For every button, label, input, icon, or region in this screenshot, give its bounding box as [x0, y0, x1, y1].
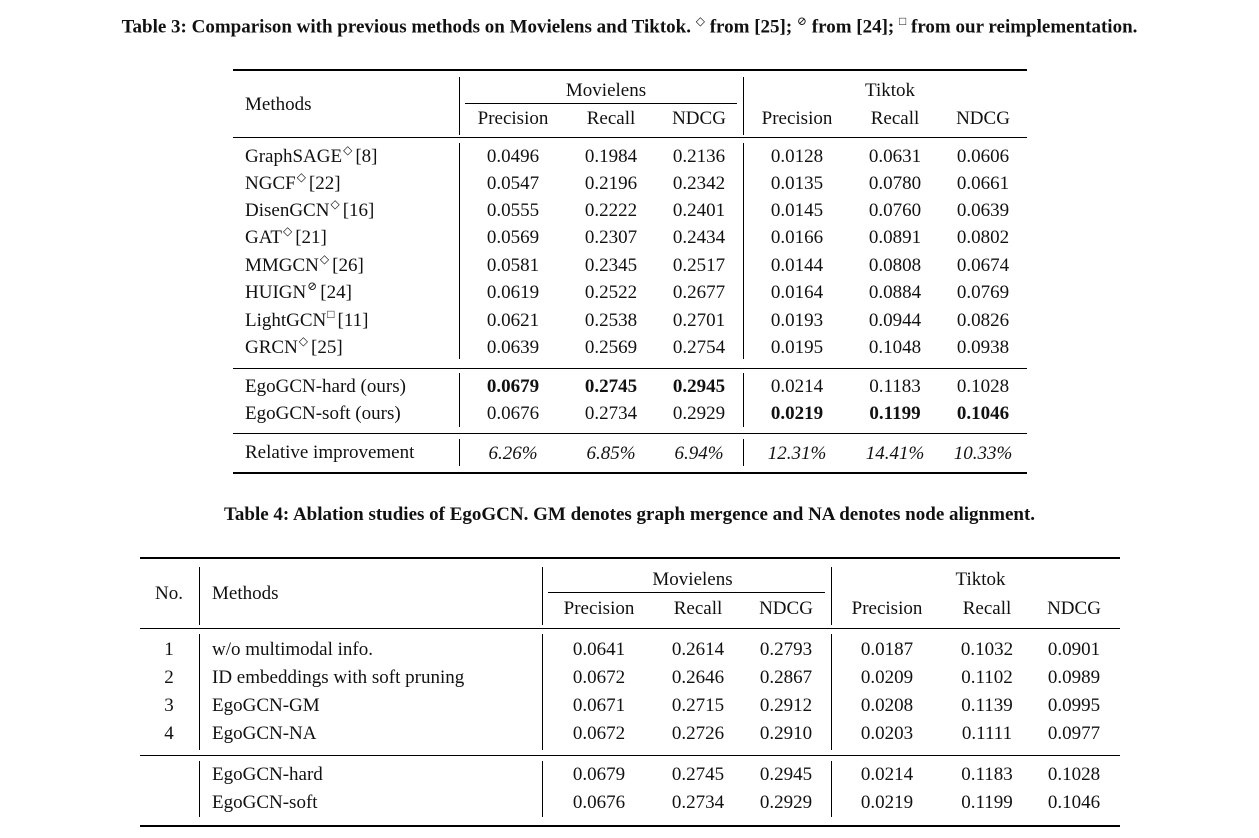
column-divider [743, 373, 744, 427]
group-header-movielens: Movielens [652, 569, 733, 590]
table-cell: 0.2929 [672, 403, 726, 424]
table-cell: 0.2434 [672, 227, 726, 248]
column-header: NDCG [759, 598, 813, 619]
column-divider [542, 567, 543, 625]
column-header: Recall [962, 598, 1012, 619]
table-cell: 0.1028 [956, 376, 1010, 397]
table-cell: 0.0938 [956, 337, 1010, 358]
table-cell: 0.2745 [671, 764, 725, 785]
table-cell: 0.1046 [956, 403, 1010, 424]
method-name [245, 334, 343, 358]
column-header: Precision [477, 108, 549, 129]
table-cell: 0.0995 [1047, 695, 1101, 716]
table-cell: 0.1032 [960, 639, 1014, 660]
table-cell: 0.0135 [770, 173, 824, 194]
method-name [245, 170, 341, 194]
improvement-cell: 6.94% [674, 443, 724, 464]
table-cell: 0.0219 [860, 792, 914, 813]
method-name: EgoGCN-GM [212, 695, 320, 716]
table-cell: 0.0606 [956, 146, 1010, 167]
table-cell: 0.2734 [584, 403, 638, 424]
table-cell: 0.2196 [584, 173, 638, 194]
diamond-symbol: ◇ [282, 224, 293, 238]
no-header: No. [155, 583, 183, 604]
table-cell: 0.2701 [672, 310, 726, 331]
table-cell: 0.0581 [486, 255, 540, 276]
column-header: Precision [851, 598, 923, 619]
table-cell: 0.2945 [759, 764, 813, 785]
table-cell: 0.0209 [860, 667, 914, 688]
table-cell: 0.0164 [770, 282, 824, 303]
method-name [245, 252, 364, 276]
table-cell: 0.1102 [961, 667, 1013, 688]
table-cell: 0.0977 [1047, 723, 1101, 744]
method-name [245, 279, 352, 303]
citation: [24] [320, 282, 352, 303]
group-rule [465, 103, 737, 104]
table-cell: 0.0672 [572, 667, 626, 688]
table-cell: 0.0679 [572, 764, 626, 785]
improvement-cell: 6.85% [586, 443, 636, 464]
table-cell: 0.0569 [486, 227, 540, 248]
method-name [245, 307, 369, 331]
table-cell: 0.2677 [672, 282, 726, 303]
slashed-circle-symbol: ⊘ [796, 14, 808, 28]
column-divider [459, 77, 460, 135]
method-name: EgoGCN-NA [212, 723, 317, 744]
table-cell: 0.2401 [672, 200, 726, 221]
method-label: MMGCN [245, 255, 319, 276]
header-rule [233, 137, 1027, 138]
table-cell: 0.1048 [868, 337, 922, 358]
row-number: 2 [164, 667, 174, 688]
table3 [233, 69, 1027, 474]
table3-caption [0, 14, 1259, 38]
table-cell: 0.0679 [486, 376, 540, 397]
table-cell: 0.0555 [486, 200, 540, 221]
table-cell: 0.2912 [759, 695, 813, 716]
table-cell: 0.0676 [486, 403, 540, 424]
table-cell: 0.0944 [868, 310, 922, 331]
column-divider [743, 143, 744, 359]
table-cell: 0.2646 [671, 667, 725, 688]
column-header: NDCG [672, 108, 726, 129]
column-divider [199, 567, 200, 625]
square-symbol: □ [899, 14, 907, 28]
table-cell: 0.0802 [956, 227, 1010, 248]
table-cell: 0.0128 [770, 146, 824, 167]
table-cell: 0.0639 [956, 200, 1010, 221]
table-cell: 0.2793 [759, 639, 813, 660]
citation: [8] [355, 146, 378, 167]
row-number: 3 [164, 695, 174, 716]
table-cell: 0.1183 [961, 764, 1013, 785]
table-cell: 0.0901 [1047, 639, 1101, 660]
table-cell: 0.2569 [584, 337, 638, 358]
table-cell: 0.0676 [572, 792, 626, 813]
diamond-symbol: ◇ [330, 197, 340, 211]
column-divider [743, 77, 744, 135]
table-cell: 0.0166 [770, 227, 824, 248]
column-divider [459, 439, 460, 466]
column-header: Recall [673, 598, 723, 619]
column-divider [459, 373, 460, 427]
table4 [140, 557, 1120, 827]
column-header: Precision [761, 108, 833, 129]
column-header: NDCG [956, 108, 1010, 129]
table-cell: 0.2726 [671, 723, 725, 744]
table-cell: 0.0989 [1047, 667, 1101, 688]
section-rule [233, 433, 1027, 434]
table-cell: 0.0195 [770, 337, 824, 358]
improvement-cell: 10.33% [953, 443, 1013, 464]
caption-text: Table 3: Comparison with previous methods on Movielens and Tiktok. [121, 16, 691, 38]
column-divider [831, 634, 832, 750]
section-rule [233, 368, 1027, 369]
table-cell: 0.2867 [759, 667, 813, 688]
method-label: GAT [245, 227, 282, 248]
method-name [245, 197, 375, 221]
table-cell: 0.0208 [860, 695, 914, 716]
table-cell: 0.1199 [869, 403, 921, 424]
diamond-symbol: ◇ [298, 334, 309, 348]
diamond-symbol: ◇ [343, 143, 353, 157]
table-cell: 0.0671 [572, 695, 626, 716]
method-name: EgoGCN-hard [212, 764, 323, 785]
column-header: NDCG [1047, 598, 1101, 619]
column-header: Recall [870, 108, 920, 129]
table-cell: 0.0144 [770, 255, 824, 276]
citation: [26] [332, 255, 364, 276]
table-cell: 0.0672 [572, 723, 626, 744]
slashed-circle-symbol: ⊘ [307, 279, 318, 293]
method-label: DisenGCN [245, 200, 330, 221]
table-cell: 0.0214 [860, 764, 914, 785]
column-divider [542, 634, 543, 750]
table-cell: 0.0621 [486, 310, 540, 331]
table-cell: 0.2734 [671, 792, 725, 813]
table-cell: 0.0780 [868, 173, 922, 194]
table-cell: 0.1111 [961, 723, 1013, 744]
methods-header: Methods [212, 583, 279, 604]
method-label: LightGCN [245, 310, 327, 331]
table-cell: 0.0769 [956, 282, 1010, 303]
table-cell: 0.0639 [486, 337, 540, 358]
citation: [16] [342, 200, 375, 221]
citation: [22] [308, 173, 341, 194]
table-cell: 0.1139 [961, 695, 1013, 716]
row-number: 4 [164, 723, 174, 744]
citation: [21] [295, 227, 327, 248]
table-cell: 0.0187 [860, 639, 914, 660]
table-cell: 0.0203 [860, 723, 914, 744]
table-cell: 0.0631 [868, 146, 922, 167]
table-cell: 0.0641 [572, 639, 626, 660]
table4-caption: Table 4: Ablation studies of EgoGCN. GM denotes graph mergence and NA denotes node alignment. [223, 504, 1036, 525]
table-cell: 0.2136 [672, 146, 726, 167]
table-cell: 0.1028 [1047, 764, 1101, 785]
table-cell: 0.0891 [868, 227, 922, 248]
table-cell: 0.0214 [770, 376, 824, 397]
table-cell: 0.0808 [868, 255, 922, 276]
caption-source-2: from [24]; [811, 16, 895, 38]
column-header: Precision [563, 598, 635, 619]
method-label: GRCN [245, 337, 298, 358]
table-cell: 0.0760 [868, 200, 922, 221]
method-name: EgoGCN-hard (ours) [245, 376, 406, 397]
column-header: Recall [586, 108, 636, 129]
table-cell: 0.0496 [486, 146, 540, 167]
improvement-cell: 12.31% [767, 443, 827, 464]
improvement-cell: 6.26% [488, 443, 538, 464]
table-cell: 0.1199 [961, 792, 1013, 813]
table-cell: 0.0193 [770, 310, 824, 331]
table-cell: 0.2222 [584, 200, 638, 221]
square-symbol: □ [327, 307, 335, 321]
table-cell: 0.2345 [584, 255, 638, 276]
column-divider [199, 634, 200, 750]
method-label: HUIGN [245, 282, 307, 303]
method-label: NGCF [245, 173, 296, 194]
method-name: EgoGCN-soft [212, 792, 318, 813]
table-cell: 0.0547 [486, 173, 540, 194]
column-divider [542, 761, 543, 817]
table-cell: 0.2715 [671, 695, 725, 716]
table-cell: 0.0884 [868, 282, 922, 303]
column-divider [199, 761, 200, 817]
table-cell: 0.2307 [584, 227, 638, 248]
table-cell: 0.1183 [869, 376, 921, 397]
table-cell: 0.2929 [759, 792, 813, 813]
diamond-symbol: ◇ [695, 14, 705, 28]
citation: [25] [311, 337, 343, 358]
citation: [11] [337, 310, 369, 331]
improvement-cell: 14.41% [865, 443, 925, 464]
column-divider [743, 439, 744, 466]
table-cell: 0.2538 [584, 310, 638, 331]
group-header-tiktok: Tiktok [955, 569, 1006, 590]
method-name: EgoGCN-soft (ours) [245, 403, 401, 424]
table-cell: 0.2745 [584, 376, 638, 397]
table-cell: 0.2522 [584, 282, 638, 303]
table-cell: 0.0219 [770, 403, 824, 424]
row-number: 1 [164, 639, 174, 660]
group-header-movielens: Movielens [565, 80, 647, 101]
method-name: w/o multimodal info. [212, 639, 373, 660]
table-cell: 0.2614 [671, 639, 725, 660]
table-cell: 0.2910 [759, 723, 813, 744]
column-divider [831, 761, 832, 817]
method-label: GraphSAGE [245, 146, 343, 167]
table-cell: 0.1046 [1047, 792, 1101, 813]
group-rule [548, 592, 825, 593]
diamond-symbol: ◇ [319, 252, 330, 266]
table-cell: 0.0674 [956, 255, 1010, 276]
table-cell: 0.0661 [956, 173, 1010, 194]
method-name [245, 224, 327, 248]
improvement-label: Relative improvement [245, 442, 415, 463]
method-name: ID embeddings with soft pruning [212, 667, 465, 688]
table-cell: 0.0619 [486, 282, 540, 303]
table-cell: 0.0145 [770, 200, 824, 221]
methods-header: Methods [245, 94, 312, 115]
table-cell: 0.2517 [672, 255, 726, 276]
table-cell: 0.2342 [672, 173, 726, 194]
caption-source-1: from [25]; [709, 16, 793, 38]
group-header-tiktok: Tiktok [865, 80, 915, 101]
header-rule [140, 628, 1120, 629]
table-cell: 0.2945 [672, 376, 726, 397]
column-divider [459, 143, 460, 359]
section-rule [140, 755, 1120, 756]
column-divider [831, 567, 832, 625]
diamond-symbol: ◇ [296, 170, 306, 184]
table-cell: 0.0826 [956, 310, 1010, 331]
table-cell: 0.1984 [584, 146, 638, 167]
table-cell: 0.2754 [672, 337, 726, 358]
method-name [245, 143, 378, 167]
caption-source-3: from our reimplementation. [911, 16, 1138, 38]
